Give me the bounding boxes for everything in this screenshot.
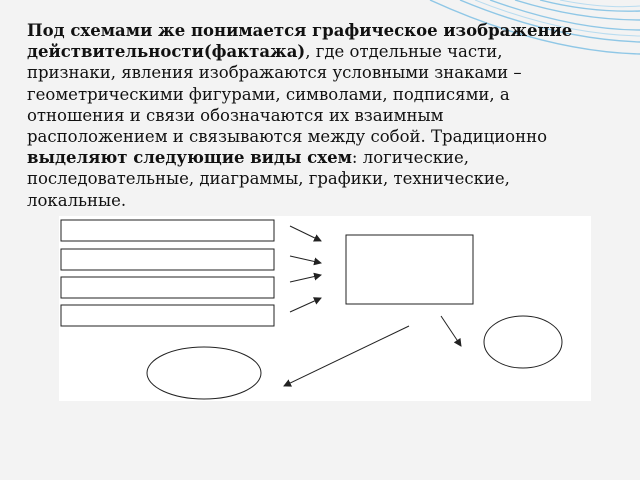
arrow-3 [290, 275, 321, 282]
arrow-1 [290, 226, 321, 241]
scheme-diagram [59, 216, 591, 401]
left-ellipse [147, 347, 261, 399]
stacked-rectangle-4 [61, 305, 274, 326]
arrow-to-left-ellipse [284, 326, 409, 386]
stacked-rectangle-3 [61, 277, 274, 298]
paragraph-colon: : [351, 148, 358, 168]
paragraph-text-1: , где отдельные части, признаки, явления изображаются условными знаками – геометрическими фигурами, символами, подписями, а отношения и связи обозначаются их взаимным расположением и связываются между собой. Традиционно [27, 42, 548, 147]
central-rectangle [346, 235, 473, 304]
stacked-rectangle-1 [61, 220, 274, 241]
arrow-to-right-ellipse [441, 316, 461, 346]
paragraph-bold-term: действительности(фактажа) [27, 42, 306, 62]
arrow-4 [290, 298, 321, 312]
right-ellipse [484, 316, 562, 368]
stacked-rectangle-2 [61, 249, 274, 270]
paragraph-bold-mid: выделяют следующие виды схем [27, 148, 352, 168]
paragraph-bold-intro: Под схемами же понимается графическое изображение [27, 21, 573, 40]
paragraph-text-2: логические, последовательные, диаграммы, графики, технические, локальные. [27, 148, 510, 210]
description-paragraph [27, 20, 587, 211]
arrow-2 [290, 256, 321, 263]
